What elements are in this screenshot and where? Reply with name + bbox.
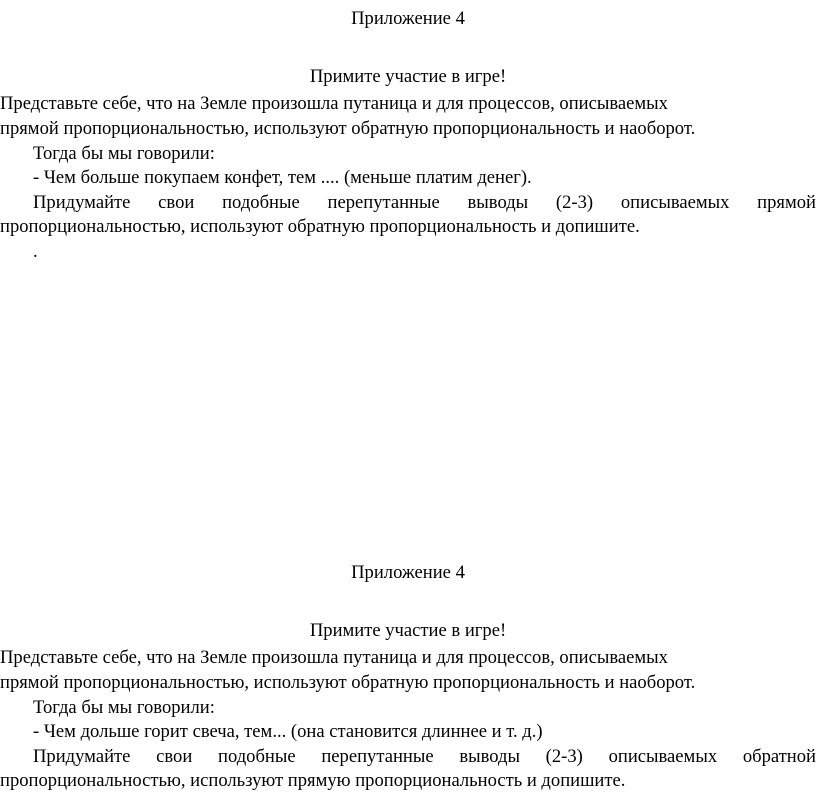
then-line: Тогда бы мы говорили: — [33, 697, 215, 718]
game-title: Примите участие в игре! — [309, 620, 507, 641]
intro-line-2: прямой пропорциональностью, используют обратную пропорциональность и наоборот. — [0, 672, 696, 693]
trailing-dot: . — [33, 241, 38, 262]
appendix-heading: Приложение 4 — [351, 562, 465, 583]
then-line: Тогда бы мы говорили: — [33, 143, 215, 164]
task-line-1: Придумайте свои подобные перепутанные выводы (2-3) описываемых обратной — [33, 746, 816, 767]
intro-line-1: Представьте себе, что на Земле произошла путаница и для процессов, описываемых — [0, 647, 668, 668]
game-title: Примите участие в игре! — [309, 66, 507, 87]
intro-line-1: Представьте себе, что на Земле произошла путаница и для процессов, описываемых — [0, 93, 668, 114]
intro-line-2: прямой пропорциональностью, используют обратную пропорциональность и наоборот. — [0, 118, 696, 139]
appendix-heading: Приложение 4 — [351, 8, 465, 29]
task-line-2: пропорциональностью, используют обратную пропорциональность и допишите. — [0, 216, 640, 237]
example-line: - Чем дольше горит свеча, тем... (она становится длиннее и т. д.) — [33, 721, 543, 742]
task-line-1: Придумайте свои подобные перепутанные выводы (2-3) описываемых прямой — [33, 192, 816, 213]
example-line: - Чем больше покупаем конфет, тем .... (меньше платим денег). — [33, 167, 532, 188]
task-line-2: пропорциональностью, используют прямую пропорциональность и допишите. — [0, 770, 626, 791]
